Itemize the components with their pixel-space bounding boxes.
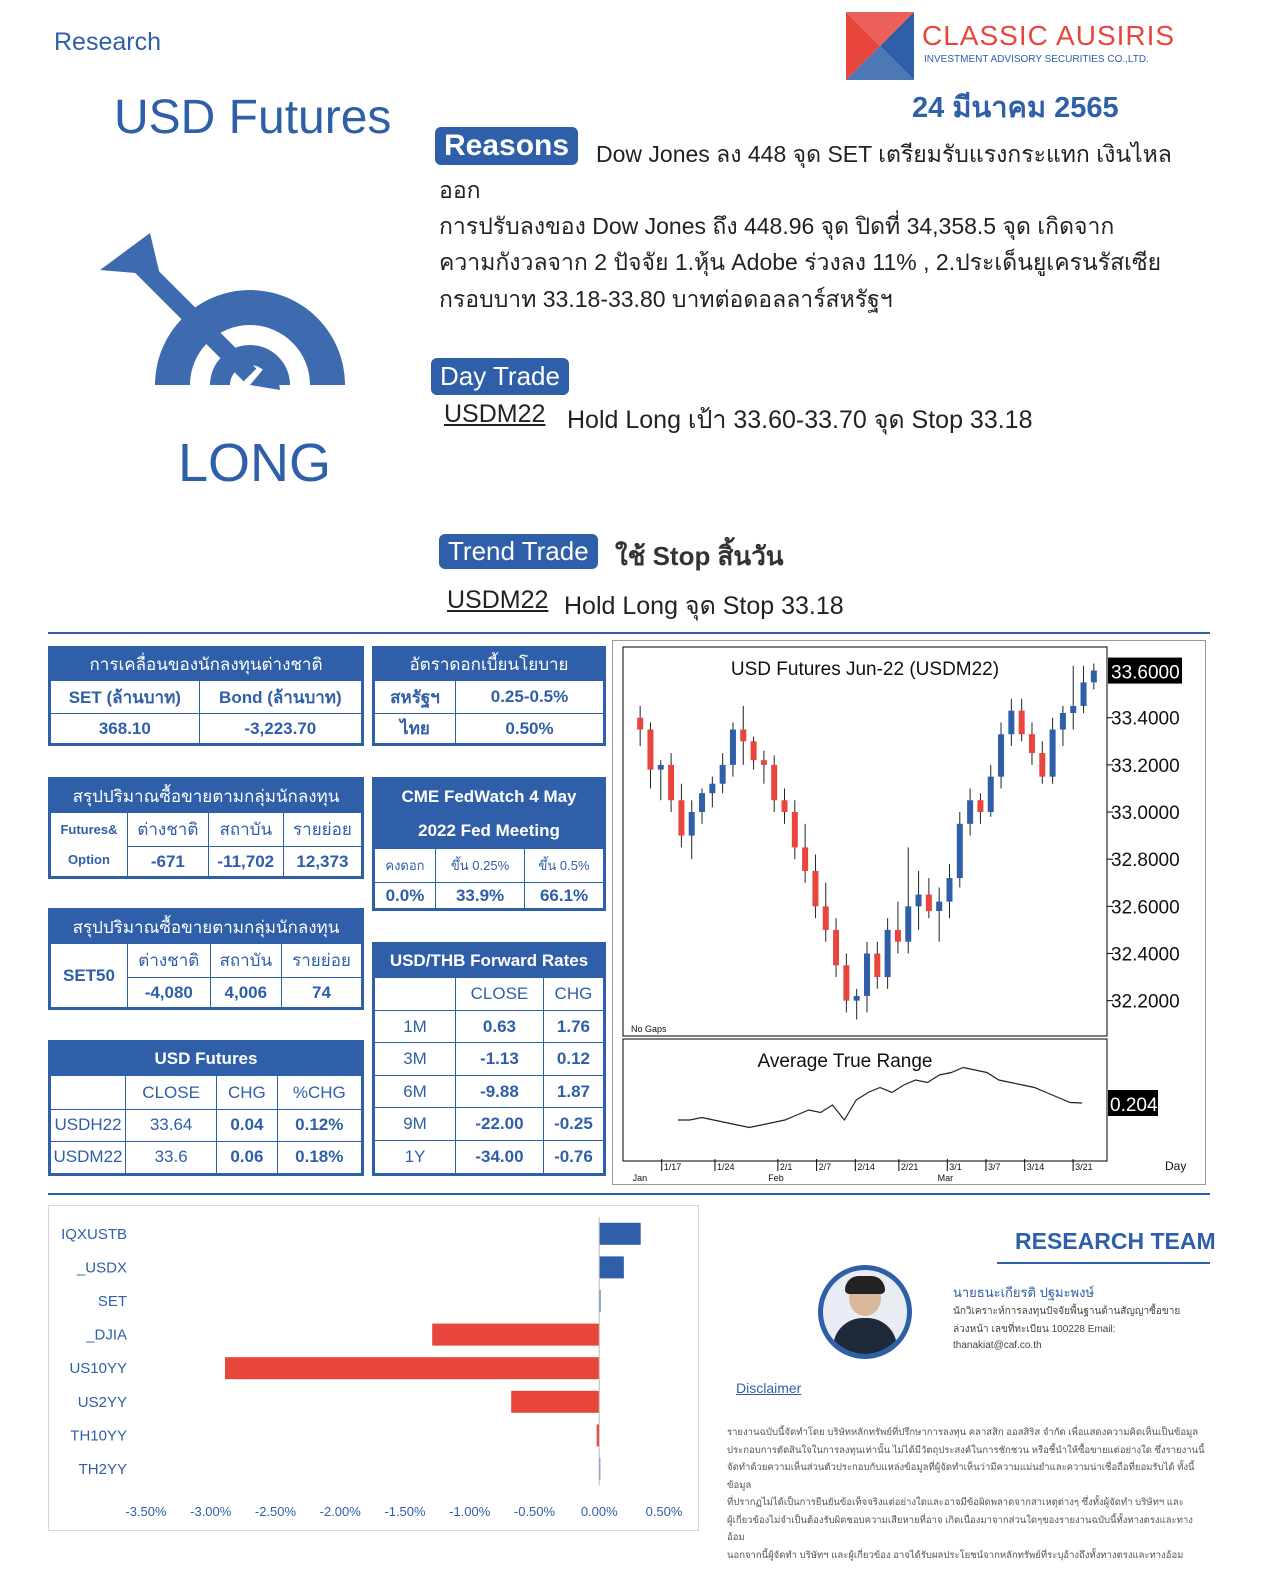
candle-body bbox=[936, 902, 942, 911]
value-hike-25: 33.9% bbox=[435, 883, 524, 910]
reasons-line-2: ความกังวลจาก 2 ปัจจัย 1.หุ้น Adobe ร่วงลง 11% , 2.ประเด็นยูเครนรัสเซีย bbox=[439, 249, 1162, 275]
candle-body bbox=[957, 824, 963, 878]
candle-body bbox=[1091, 671, 1097, 683]
analyst-role: นักวิเคราะห์การลงทุนปัจจัยพื้นฐานด้านสัญญาซื้อขาย bbox=[953, 1306, 1181, 1317]
candle-body bbox=[678, 800, 684, 835]
research-team-underline bbox=[997, 1262, 1210, 1264]
forward-rates-title: USD/THB Forward Rates bbox=[374, 944, 605, 978]
reasons-line-3: กรอบบาท 33.18-33.80 บาทต่อดอลลาร์สหรัฐฯ bbox=[439, 286, 893, 312]
value-foreign: -4,080 bbox=[128, 978, 211, 1009]
report-date: 24 มีนาคม 2565 bbox=[912, 92, 1119, 124]
foreign-flow-title: การเคลื่อนของนักลงทุนต่างชาติ bbox=[50, 648, 363, 681]
value-set: 368.10 bbox=[50, 714, 200, 745]
candle-body bbox=[833, 930, 839, 965]
value-institution: -11,702 bbox=[208, 847, 283, 878]
candle-body bbox=[1039, 753, 1045, 777]
target-icon bbox=[100, 225, 350, 395]
table-row: 1Y -34.00 -0.76 bbox=[374, 1140, 605, 1174]
no-gaps-label: No Gaps bbox=[631, 1024, 667, 1034]
candle-body bbox=[1019, 711, 1025, 735]
candle-body bbox=[823, 906, 829, 930]
x-tick-label: -3.50% bbox=[125, 1504, 167, 1519]
col-hold: คงดอก bbox=[374, 849, 436, 883]
table-row: USDH22 33.64 0.04 0.12% bbox=[50, 1110, 363, 1142]
trend-trade-suffix: ใช้ Stop สิ้นวัน bbox=[615, 541, 784, 571]
x-tick-label: -2.50% bbox=[254, 1504, 297, 1519]
category-label: _USDX bbox=[76, 1259, 127, 1277]
col-hike-50: ขึ้น 0.5% bbox=[525, 849, 605, 883]
signal-label: LONG bbox=[178, 433, 332, 493]
price-chart-panel bbox=[612, 640, 1206, 1185]
bar bbox=[432, 1324, 599, 1346]
candle-body bbox=[864, 953, 870, 995]
candle-body bbox=[895, 930, 901, 942]
x-tick-label: 2/7 bbox=[818, 1162, 832, 1172]
candle-body bbox=[905, 906, 911, 941]
candle-body bbox=[720, 765, 726, 784]
col-retail: รายย่อย bbox=[283, 813, 362, 847]
table-row: 9M -22.00 -0.25 bbox=[374, 1108, 605, 1140]
candle-body bbox=[843, 965, 849, 1000]
reasons-headline-cont: ออก bbox=[439, 177, 481, 203]
page-title: USD Futures bbox=[114, 91, 392, 144]
candle-body bbox=[812, 871, 818, 906]
table-row: 3M -1.13 0.12 bbox=[374, 1043, 605, 1075]
bar bbox=[225, 1357, 599, 1379]
col-set: SET (ล้านบาท) bbox=[50, 681, 200, 714]
bar bbox=[599, 1256, 624, 1278]
col-tenor bbox=[374, 978, 456, 1011]
candle-body bbox=[689, 812, 695, 836]
forward-rates-table bbox=[372, 942, 606, 1176]
price-chart-title: USD Futures Jun-22 (USDM22) bbox=[730, 659, 1000, 680]
col-bond: Bond (ล้านบาท) bbox=[199, 681, 362, 714]
futures-option-table bbox=[48, 777, 364, 879]
col-chg: CHG bbox=[543, 978, 604, 1011]
trend-trade-text: Hold Long จุด Stop 33.18 bbox=[564, 592, 844, 620]
candle-body bbox=[730, 730, 736, 765]
x-tick-label: -2.00% bbox=[319, 1504, 361, 1519]
y-tick-label: 33.0000 bbox=[1111, 803, 1180, 825]
col-foreign: ต่างชาติ bbox=[128, 944, 211, 978]
month-label: Mar bbox=[937, 1173, 954, 1183]
x-tick-label: 3/1 bbox=[949, 1162, 962, 1172]
x-tick-label: 1/17 bbox=[663, 1162, 682, 1172]
candle-body bbox=[802, 847, 808, 871]
candle-body bbox=[761, 760, 767, 765]
month-label: Feb bbox=[768, 1173, 784, 1183]
policy-rate-title: อัตราดอกเบี้ยนโยบาย bbox=[374, 648, 605, 681]
candle-body bbox=[771, 765, 777, 800]
avatar bbox=[818, 1265, 912, 1359]
day-trade-symbol: USDM22 bbox=[444, 400, 546, 428]
set50-table bbox=[48, 908, 364, 1010]
us-label: สหรัฐฯ bbox=[374, 681, 456, 714]
x-tick-label: 0.50% bbox=[645, 1504, 683, 1519]
us-rate: 0.25-0.5% bbox=[456, 681, 605, 714]
fedwatch-table bbox=[372, 777, 606, 911]
candle-body bbox=[668, 765, 674, 800]
disclaimer-text: รายงานฉบับนี้จัดทำโดย บริษัทหลักทรัพย์ที่ปรึกษาการลงทุน คลาสสิก ออสสิริส จำกัด เพื่อแสดงความคิดเห็นเป็นข้อมูล ประกอบการตัดสินใจในการลงทุนเท่านั้น ไม่ได้มีวัตถุประสงค์ในการชักชวน หรือชี้นำให้ซื้อขายแต่อย่างใด ซึ่งรายงานนี้ จัดทำด้วยความเห็นส่วนตัวประกอบกับแหล่งข้อมูลที่ผู้จัดทำเห็นว่ามีความแม่นยำและความน่าเชื่อถือที่ยอมรับได้ ทั้งนี้ข้อมูล ที่ปรากฏไม่ได้เป็นการยืนยันข้อเท็จจริงแต่อย่างใดและอาจมีข้อผิดพลาดจากสาเหตุต่างๆ ซึ่งทั้งผู้จัดทำ บริษัทฯ และ ผู้เกี่ยวข้องไม่จำเป็นต้องรับผิดชอบความเสียหายที่อาจ เกิดเนื่องมาจากส่วนใดๆของรายงานฉบับนี้ทั้งทางตรงและทางอ้อม นอกจากนี้ผู้จัดทำ บริษัทฯ และผู้เกี่ยวข้อง อาจได้รับผลประโยชน์จากหลักทรัพย์ที่ระบุอ้างถึงทั้งทางตรงและทางอ้อม bbox=[727, 1427, 1205, 1561]
y-tick-label: 33.2000 bbox=[1111, 755, 1180, 777]
candle-body bbox=[658, 765, 664, 770]
col-foreign: ต่างชาติ bbox=[128, 813, 209, 847]
set50-row-label: SET50 bbox=[50, 944, 128, 1009]
market-change-chart bbox=[49, 1206, 698, 1530]
candle-body bbox=[1081, 682, 1087, 706]
fedwatch-title: CME FedWatch 4 May 2022 Fed Meeting bbox=[374, 779, 605, 849]
divider-top bbox=[48, 632, 1210, 634]
trend-trade-tag: Trend Trade bbox=[439, 534, 598, 569]
category-label: TH2YY bbox=[78, 1461, 127, 1478]
last-price-label: 33.6000 bbox=[1111, 662, 1180, 684]
bar bbox=[599, 1223, 640, 1245]
foreign-flow-table bbox=[48, 646, 364, 746]
x-tick-label: 3/21 bbox=[1075, 1162, 1093, 1172]
month-label: Jan bbox=[632, 1173, 648, 1183]
candle-body bbox=[699, 793, 705, 812]
bar bbox=[511, 1391, 599, 1413]
day-trade-text: Hold Long เป้า 33.60-33.70 จุด Stop 33.18 bbox=[567, 406, 1033, 434]
col-institution: สถาบัน bbox=[210, 944, 281, 978]
atr-last-label: 0.204 bbox=[1110, 1095, 1158, 1116]
candle-body bbox=[946, 878, 952, 902]
x-tick-label: 3/14 bbox=[1026, 1162, 1045, 1172]
y-tick-label: 32.8000 bbox=[1111, 850, 1180, 872]
atr-title: Average True Range bbox=[757, 1051, 933, 1072]
reasons-headline: Dow Jones ลง 448 จุด SET เตรียมรับแรงกระแทก เงินไหล bbox=[596, 141, 1172, 167]
value-hike-50: 66.1% bbox=[525, 883, 605, 910]
disclaimer-title: Disclaimer bbox=[736, 1380, 802, 1396]
th-rate: 0.50% bbox=[456, 714, 605, 745]
col-pct: %CHG bbox=[277, 1076, 362, 1110]
usd-futures-title: USD Futures bbox=[50, 1042, 363, 1076]
candle-body bbox=[926, 895, 932, 912]
candle-body bbox=[1060, 713, 1066, 730]
candle-body bbox=[885, 930, 891, 977]
y-tick-label: 33.4000 bbox=[1111, 708, 1180, 730]
col-hike-25: ขึ้น 0.25% bbox=[435, 849, 524, 883]
candle-body bbox=[782, 800, 788, 812]
x-tick-label: 2/14 bbox=[857, 1162, 875, 1172]
category-label: TH10YY bbox=[70, 1427, 127, 1445]
candle-body bbox=[874, 953, 880, 977]
col-institution: สถาบัน bbox=[208, 813, 283, 847]
section-label: Research bbox=[54, 28, 161, 56]
candle-body bbox=[637, 718, 643, 730]
brand-name: CLASSIC AUSIRIS bbox=[922, 20, 1176, 51]
value-institution: 4,006 bbox=[210, 978, 281, 1009]
market-change-chart-panel bbox=[48, 1205, 699, 1531]
category-label: IQXUSTB bbox=[61, 1225, 127, 1243]
candle-body bbox=[751, 741, 757, 760]
value-retail: 74 bbox=[282, 978, 363, 1009]
analyst-name: นายธนะเกียรติ ปฐมะพงษ์ bbox=[953, 1285, 1095, 1300]
candle-body bbox=[1050, 730, 1056, 777]
th-label: ไทย bbox=[374, 714, 456, 745]
category-label: US10YY bbox=[69, 1360, 127, 1378]
set50-title: สรุปปริมาณซื้อขายตามกลุ่มนักลงทุน bbox=[50, 910, 363, 944]
value-hold: 0.0% bbox=[374, 883, 436, 910]
x-tick-label: 3/7 bbox=[988, 1162, 1001, 1172]
x-tick-label: -1.00% bbox=[449, 1504, 491, 1519]
x-tick-label: 2/1 bbox=[779, 1162, 793, 1172]
candle-body bbox=[1070, 706, 1076, 713]
analyst-email: thanakiat@caf.co.th bbox=[953, 1340, 1042, 1351]
analyst-license: ล่วงหน้า เลขที่ทะเบียน 100228 Email: bbox=[953, 1324, 1116, 1335]
category-label: _DJIA bbox=[86, 1326, 127, 1344]
candle-body bbox=[740, 730, 746, 742]
candle-body bbox=[998, 734, 1004, 776]
candle-body bbox=[967, 800, 973, 824]
day-label: Day bbox=[1165, 1159, 1187, 1173]
candle-body bbox=[647, 730, 653, 770]
policy-rate-table bbox=[372, 646, 606, 746]
table-row: USDM22 33.6 0.06 0.18% bbox=[50, 1141, 363, 1174]
x-tick-label: 0.00% bbox=[580, 1504, 618, 1519]
col-chg: CHG bbox=[217, 1076, 277, 1110]
x-tick-label: 2/21 bbox=[900, 1162, 919, 1172]
y-tick-label: 32.6000 bbox=[1111, 897, 1180, 919]
col-close: CLOSE bbox=[126, 1076, 217, 1110]
divider-bottom bbox=[48, 1193, 1210, 1195]
col-retail: รายย่อย bbox=[282, 944, 363, 978]
day-trade-tag: Day Trade bbox=[431, 358, 569, 395]
col-symbol bbox=[50, 1076, 126, 1110]
candle-body bbox=[988, 777, 994, 812]
reasons-line-1: การปรับลงของ Dow Jones ถึง 448.96 จุด ปิดที่ 34,358.5 จุด เกิดจาก bbox=[439, 213, 1115, 239]
category-label: SET bbox=[97, 1293, 127, 1310]
table-row: 1M 0.63 1.76 bbox=[374, 1011, 605, 1043]
category-label: US2YY bbox=[77, 1393, 127, 1411]
x-tick-label: -0.50% bbox=[513, 1504, 556, 1519]
usd-futures-table bbox=[48, 1040, 364, 1176]
value-foreign: -671 bbox=[128, 847, 209, 878]
candle-body bbox=[1008, 711, 1014, 735]
research-team-title: RESEARCH TEAM bbox=[1015, 1228, 1216, 1254]
x-tick-label: 1/24 bbox=[716, 1162, 735, 1172]
table-row: 6M -9.88 1.87 bbox=[374, 1075, 605, 1107]
value-retail: 12,373 bbox=[283, 847, 362, 878]
candle-body bbox=[1029, 734, 1035, 753]
candle-body bbox=[916, 895, 922, 907]
futures-option-row-label: Futures& Option bbox=[50, 813, 128, 878]
col-close: CLOSE bbox=[456, 978, 544, 1011]
trend-trade-symbol: USDM22 bbox=[447, 586, 549, 614]
futures-option-title: สรุปปริมาณซื้อขายตามกลุ่มนักลงทุน bbox=[50, 779, 363, 813]
value-bond: -3,223.70 bbox=[199, 714, 362, 745]
x-tick-label: -1.50% bbox=[384, 1504, 426, 1519]
price-chart bbox=[613, 641, 1205, 1184]
candle-body bbox=[977, 800, 983, 812]
company-logo-icon bbox=[846, 12, 914, 80]
y-tick-label: 32.4000 bbox=[1111, 944, 1180, 966]
brand-subtitle: INVESTMENT ADVISORY SECURITIES CO.,LTD. bbox=[924, 54, 1149, 65]
y-tick-label: 32.2000 bbox=[1111, 991, 1180, 1013]
x-tick-label: -3.00% bbox=[190, 1504, 232, 1519]
reasons-tag: Reasons bbox=[435, 127, 578, 165]
candle-body bbox=[854, 996, 860, 1001]
candle-body bbox=[709, 784, 715, 793]
candle-body bbox=[792, 812, 798, 847]
atr-line bbox=[678, 1068, 1082, 1128]
